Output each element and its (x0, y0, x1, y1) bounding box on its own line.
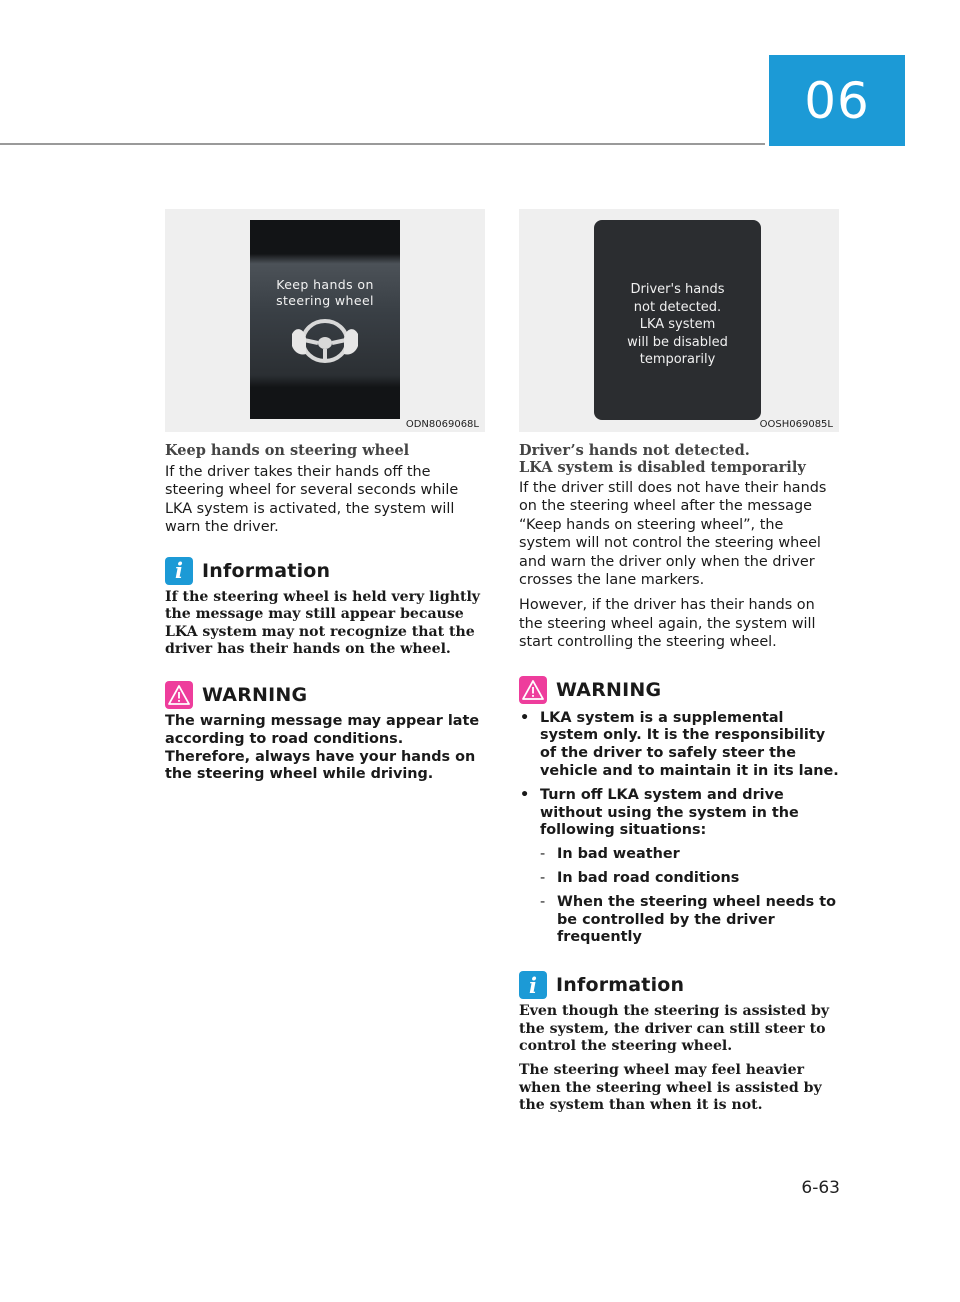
section-heading-line1: Driver’s hands not detected. (519, 442, 750, 459)
warning-list (519, 710, 839, 948)
information-text: Even though the steering is assisted by the system, the driver can still steer to control the steering wheel. (519, 1003, 830, 1055)
information-text: The steering wheel may feel heavier when the steering wheel is assisted by the system than when it is not. (519, 1062, 822, 1114)
information-header (519, 971, 839, 999)
information-header (165, 557, 485, 585)
body-paragraph: If the driver takes their hands off the steering wheel for several seconds while LKA system is activated, the system will warn the driver. (165, 464, 459, 536)
figure-hands-not-detected (519, 209, 839, 432)
info-icon: i (519, 971, 547, 999)
information-text: If the steering wheel is held very lightly the message may still appear because LKA system may not recognize that the driver has their hands on the wheel. (165, 588, 480, 658)
section-heading: Keep hands on steering wheel (165, 442, 410, 459)
sub-list-item: - In bad weather (540, 846, 839, 864)
warning-header (519, 676, 839, 704)
warning-label: WARNING (202, 684, 308, 706)
section-heading-line2: LKA system is disabled temporarily (519, 459, 806, 476)
list-item: • LKA system is a supplemental system only. It is the responsibility of the driver to safely steer the vehicle and to maintain it in its lane. (519, 710, 839, 781)
display-message: Keep hands on steering wheel (276, 277, 374, 308)
cluster-display (250, 220, 400, 419)
page-number: 6-63 (801, 1178, 840, 1198)
warning-label: WARNING (556, 678, 662, 701)
info-icon: i (165, 557, 193, 585)
section-heading (519, 442, 839, 476)
sub-list-item: - In bad road conditions (540, 870, 839, 888)
figure-code: ODN8069068L (405, 419, 479, 430)
body-paragraph: If the driver still does not have their hands on the steering wheel after the message “Keep hands on steering wheel”, the system will not control the steering wheel and warn the driver only when the driver crosses the lane markers. (519, 480, 827, 589)
warning-icon (165, 681, 193, 709)
chapter-tab (769, 55, 905, 146)
display-message: Driver's hands not detected. LKA system will be disabled temporarily (627, 282, 728, 367)
body-paragraph: However, if the driver has their hands on the steering wheel again, the system will start controlling the steering wheel. (519, 597, 816, 651)
figure-keep-hands (165, 209, 485, 432)
left-column (165, 209, 485, 784)
header-rule (0, 143, 765, 145)
information-label: Information (202, 559, 331, 582)
situation-list (540, 846, 839, 947)
warning-header (165, 681, 485, 709)
list-item-text: Turn off LKA system and drive without using the system in the following situations: (540, 786, 799, 839)
figure-code: OOSH069085L (759, 419, 833, 430)
warning-text: The warning message may appear late according to road conditions. Therefore, always have your hands on the steering wheel while driving. (165, 713, 480, 783)
list-item (519, 787, 839, 947)
chapter-number: 06 (804, 71, 870, 130)
warning-icon (519, 676, 547, 704)
cluster-display (594, 220, 761, 420)
sub-list-item: - When the steering wheel needs to be controlled by the driver frequently (540, 894, 839, 947)
information-label: Information (556, 974, 685, 997)
right-column (519, 209, 839, 1121)
steering-wheel-hands-icon (290, 316, 360, 366)
